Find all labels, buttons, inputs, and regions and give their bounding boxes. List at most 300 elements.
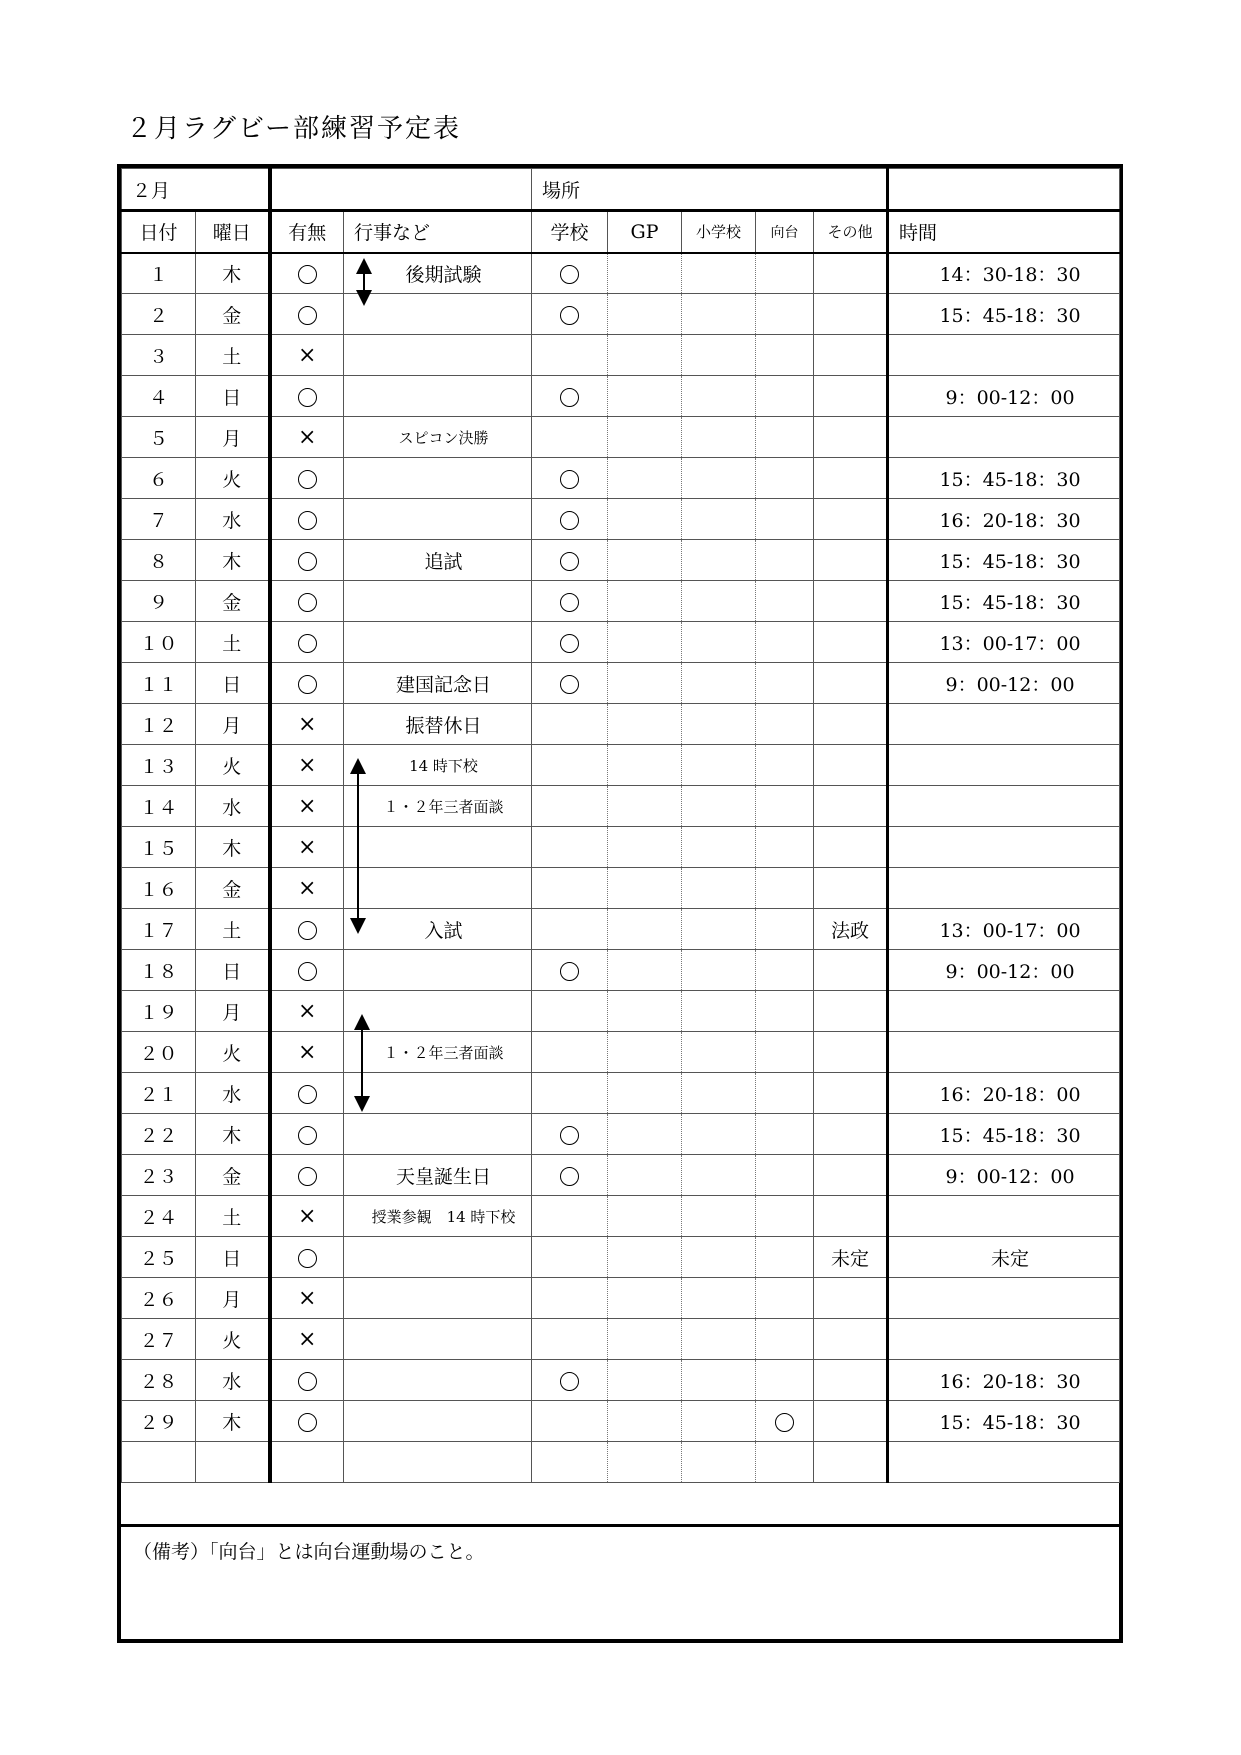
mukodai-cell <box>756 1319 814 1360</box>
event-cell <box>344 1360 532 1401</box>
time-cell <box>888 745 1120 786</box>
elementary-cell <box>682 1319 756 1360</box>
gp-cell <box>608 376 682 417</box>
col-mukodai: 向台 <box>756 211 814 253</box>
table-row <box>122 540 1120 581</box>
school-cell <box>532 1237 608 1278</box>
date-cell: １６ <box>122 868 196 909</box>
school-cell <box>532 1114 608 1155</box>
cross-icon: × <box>298 998 317 1024</box>
col-gp: GP <box>608 211 682 253</box>
other-cell <box>814 1319 888 1360</box>
other-cell <box>814 991 888 1032</box>
other-cell <box>814 458 888 499</box>
circle-icon <box>298 470 317 489</box>
mukodai-cell <box>756 253 814 294</box>
other-cell <box>814 540 888 581</box>
table-row <box>122 581 1120 622</box>
time-cell <box>888 786 1120 827</box>
other-cell <box>814 1155 888 1196</box>
blank-cell <box>344 1442 532 1483</box>
table-row <box>122 868 1120 909</box>
event-cell: 追試 <box>344 540 532 581</box>
school-cell <box>532 1360 608 1401</box>
school-cell <box>532 704 608 745</box>
mukodai-cell <box>756 1155 814 1196</box>
mukodai-cell <box>756 294 814 335</box>
gp-cell <box>608 1237 682 1278</box>
elementary-cell <box>682 294 756 335</box>
gp-cell <box>608 1401 682 1442</box>
mukodai-cell <box>756 335 814 376</box>
circle-icon <box>298 1167 317 1186</box>
mukodai-cell <box>756 1401 814 1442</box>
blank-row <box>122 1442 1120 1483</box>
weekday-cell: 木 <box>196 253 270 294</box>
time-cell <box>888 417 1120 458</box>
blank-cell <box>122 1442 196 1483</box>
weekday-cell: 月 <box>196 991 270 1032</box>
mukodai-cell <box>756 1114 814 1155</box>
practice-cell <box>270 335 344 376</box>
elementary-cell <box>682 786 756 827</box>
weekday-cell: 日 <box>196 950 270 991</box>
practice-cell <box>270 827 344 868</box>
gp-cell <box>608 704 682 745</box>
practice-cell <box>270 540 344 581</box>
mukodai-cell <box>756 1278 814 1319</box>
header-row-month <box>122 169 1120 211</box>
event-cell <box>344 1073 532 1114</box>
school-cell <box>532 622 608 663</box>
other-cell <box>814 335 888 376</box>
date-cell: １７ <box>122 909 196 950</box>
other-cell: 法政 <box>814 909 888 950</box>
time-cell: 14：30-18：30 <box>888 253 1120 294</box>
cross-icon: × <box>298 752 317 778</box>
school-cell <box>532 540 608 581</box>
weekday-cell: 水 <box>196 1073 270 1114</box>
date-cell: ２７ <box>122 1319 196 1360</box>
gp-cell <box>608 499 682 540</box>
mukodai-cell <box>756 499 814 540</box>
elementary-cell <box>682 1196 756 1237</box>
weekday-cell: 木 <box>196 540 270 581</box>
event-cell <box>344 622 532 663</box>
date-cell: ５ <box>122 417 196 458</box>
time-cell: 未定 <box>888 1237 1120 1278</box>
blank-cell <box>196 1442 270 1483</box>
gp-cell <box>608 1319 682 1360</box>
school-cell <box>532 1319 608 1360</box>
elementary-cell <box>682 253 756 294</box>
mukodai-cell <box>756 704 814 745</box>
date-cell: １８ <box>122 950 196 991</box>
circle-icon <box>560 634 579 653</box>
weekday-cell: 土 <box>196 1196 270 1237</box>
elementary-cell <box>682 827 756 868</box>
date-cell: ２４ <box>122 1196 196 1237</box>
table-row <box>122 1114 1120 1155</box>
mukodai-cell <box>756 1073 814 1114</box>
event-cell <box>344 1114 532 1155</box>
col-school: 学校 <box>532 211 608 253</box>
date-cell: ２０ <box>122 1032 196 1073</box>
table-row <box>122 458 1120 499</box>
practice-cell <box>270 253 344 294</box>
gp-cell <box>608 1360 682 1401</box>
other-cell <box>814 499 888 540</box>
weekday-cell: 月 <box>196 417 270 458</box>
time-cell <box>888 827 1120 868</box>
mukodai-cell <box>756 581 814 622</box>
blank-cell <box>814 1442 888 1483</box>
event-cell <box>344 294 532 335</box>
school-cell <box>532 335 608 376</box>
elementary-cell <box>682 581 756 622</box>
gp-cell <box>608 622 682 663</box>
practice-cell <box>270 786 344 827</box>
gp-cell <box>608 1196 682 1237</box>
time-cell: 16：20-18：30 <box>888 1360 1120 1401</box>
school-cell <box>532 827 608 868</box>
circle-icon <box>560 1126 579 1145</box>
event-cell: １・２年三者面談 <box>344 1032 532 1073</box>
school-cell <box>532 950 608 991</box>
elementary-cell <box>682 417 756 458</box>
table-row <box>122 786 1120 827</box>
elementary-cell <box>682 1073 756 1114</box>
blank-cell <box>888 1442 1120 1483</box>
table-row <box>122 376 1120 417</box>
other-cell <box>814 827 888 868</box>
event-cell: 天皇誕生日 <box>344 1155 532 1196</box>
col-events: 行事など <box>344 211 532 253</box>
other-cell <box>814 1196 888 1237</box>
date-cell: ６ <box>122 458 196 499</box>
mukodai-cell <box>756 1032 814 1073</box>
date-cell: ２１ <box>122 1073 196 1114</box>
time-cell <box>888 1319 1120 1360</box>
mukodai-cell <box>756 417 814 458</box>
elementary-cell <box>682 1278 756 1319</box>
circle-icon <box>298 1085 317 1104</box>
weekday-cell: 金 <box>196 294 270 335</box>
circle-icon <box>560 1167 579 1186</box>
gp-cell <box>608 991 682 1032</box>
weekday-cell: 土 <box>196 622 270 663</box>
practice-cell <box>270 1196 344 1237</box>
month-cell: ２月 <box>122 169 270 211</box>
cross-icon: × <box>298 1326 317 1352</box>
practice-cell <box>270 1360 344 1401</box>
time-cell: 9：00-12：00 <box>888 1155 1120 1196</box>
circle-icon <box>775 1413 794 1432</box>
mukodai-cell <box>756 1237 814 1278</box>
cross-icon: × <box>298 1039 317 1065</box>
date-cell: １４ <box>122 786 196 827</box>
time-cell: 9：00-12：00 <box>888 376 1120 417</box>
time-cell: 13：00-17：00 <box>888 909 1120 950</box>
circle-icon <box>298 634 317 653</box>
date-cell: ２６ <box>122 1278 196 1319</box>
other-cell <box>814 1278 888 1319</box>
practice-cell <box>270 1319 344 1360</box>
school-cell <box>532 581 608 622</box>
event-cell: 後期試験 <box>344 253 532 294</box>
date-cell: ２９ <box>122 1401 196 1442</box>
date-cell: ２３ <box>122 1155 196 1196</box>
mukodai-cell <box>756 827 814 868</box>
event-cell <box>344 376 532 417</box>
weekday-cell: 土 <box>196 909 270 950</box>
weekday-cell: 水 <box>196 786 270 827</box>
gp-cell <box>608 827 682 868</box>
cross-icon: × <box>298 342 317 368</box>
circle-icon <box>560 511 579 530</box>
gp-cell <box>608 253 682 294</box>
practice-cell <box>270 1073 344 1114</box>
circle-icon <box>298 552 317 571</box>
mukodai-cell <box>756 745 814 786</box>
col-elementary: 小学校 <box>682 211 756 253</box>
cross-icon: × <box>298 1203 317 1229</box>
circle-icon <box>298 306 317 325</box>
practice-cell <box>270 868 344 909</box>
school-cell <box>532 294 608 335</box>
practice-cell <box>270 663 344 704</box>
gp-cell <box>608 458 682 499</box>
other-cell <box>814 581 888 622</box>
mukodai-cell <box>756 1360 814 1401</box>
time-cell <box>888 1032 1120 1073</box>
other-cell <box>814 868 888 909</box>
weekday-cell: 日 <box>196 663 270 704</box>
gp-cell <box>608 1278 682 1319</box>
other-cell <box>814 950 888 991</box>
circle-icon <box>298 511 317 530</box>
other-cell <box>814 1360 888 1401</box>
time-cell <box>888 1278 1120 1319</box>
practice-cell <box>270 499 344 540</box>
date-cell: １１ <box>122 663 196 704</box>
elementary-cell <box>682 499 756 540</box>
table-row <box>122 1032 1120 1073</box>
practice-cell <box>270 1278 344 1319</box>
mukodai-cell <box>756 991 814 1032</box>
circle-icon <box>560 265 579 284</box>
elementary-cell <box>682 745 756 786</box>
event-cell <box>344 458 532 499</box>
table-row <box>122 909 1120 950</box>
table-row <box>122 1196 1120 1237</box>
weekday-cell: 木 <box>196 827 270 868</box>
event-cell <box>344 950 532 991</box>
time-cell: 9：00-12：00 <box>888 950 1120 991</box>
practice-cell <box>270 1114 344 1155</box>
time-cell: 15：45-18：30 <box>888 540 1120 581</box>
school-cell <box>532 499 608 540</box>
event-cell <box>344 1278 532 1319</box>
date-cell: １ <box>122 253 196 294</box>
time-cell: 15：45-18：30 <box>888 458 1120 499</box>
practice-cell <box>270 458 344 499</box>
date-cell: １０ <box>122 622 196 663</box>
date-cell: ３ <box>122 335 196 376</box>
other-cell <box>814 622 888 663</box>
time-cell <box>888 991 1120 1032</box>
event-cell: 入試 <box>344 909 532 950</box>
weekday-cell: 水 <box>196 499 270 540</box>
circle-icon <box>298 1249 317 1268</box>
circle-icon <box>560 1372 579 1391</box>
date-cell: ２８ <box>122 1360 196 1401</box>
blank-cell <box>270 1442 344 1483</box>
school-cell <box>532 1155 608 1196</box>
practice-cell <box>270 1032 344 1073</box>
event-cell: 14 時下校 <box>344 745 532 786</box>
table-row <box>122 417 1120 458</box>
practice-cell <box>270 909 344 950</box>
elementary-cell <box>682 991 756 1032</box>
weekday-cell: 月 <box>196 1278 270 1319</box>
date-cell: ７ <box>122 499 196 540</box>
elementary-cell <box>682 1155 756 1196</box>
school-cell <box>532 376 608 417</box>
date-cell: ８ <box>122 540 196 581</box>
blank-time-header <box>888 169 1120 211</box>
weekday-cell: 火 <box>196 1032 270 1073</box>
gp-cell <box>608 663 682 704</box>
circle-icon <box>298 265 317 284</box>
table-row <box>122 622 1120 663</box>
gp-cell <box>608 1155 682 1196</box>
time-cell: 16：20-18：30 <box>888 499 1120 540</box>
cross-icon: × <box>298 834 317 860</box>
schedule-table <box>121 168 1120 1483</box>
gp-cell <box>608 417 682 458</box>
weekday-cell: 土 <box>196 335 270 376</box>
elementary-cell <box>682 1237 756 1278</box>
event-cell <box>344 1319 532 1360</box>
blank-cell <box>608 1442 682 1483</box>
other-cell <box>814 704 888 745</box>
other-cell <box>814 376 888 417</box>
table-row <box>122 1155 1120 1196</box>
mukodai-cell <box>756 622 814 663</box>
mukodai-cell <box>756 868 814 909</box>
school-cell <box>532 786 608 827</box>
blank-header-cell <box>270 169 532 211</box>
table-row <box>122 335 1120 376</box>
elementary-cell <box>682 376 756 417</box>
mukodai-cell <box>756 909 814 950</box>
other-cell <box>814 417 888 458</box>
circle-icon <box>560 306 579 325</box>
practice-cell <box>270 376 344 417</box>
gp-cell <box>608 868 682 909</box>
time-cell: 15：45-18：30 <box>888 1401 1120 1442</box>
blank-cell <box>532 1442 608 1483</box>
table-row <box>122 991 1120 1032</box>
practice-cell <box>270 294 344 335</box>
practice-cell <box>270 745 344 786</box>
time-cell <box>888 1196 1120 1237</box>
gp-cell <box>608 786 682 827</box>
event-cell <box>344 827 532 868</box>
date-cell: １９ <box>122 991 196 1032</box>
practice-cell <box>270 991 344 1032</box>
gp-cell <box>608 1114 682 1155</box>
practice-cell <box>270 704 344 745</box>
elementary-cell <box>682 909 756 950</box>
event-cell: 授業参観 14 時下校 <box>344 1196 532 1237</box>
event-cell: 振替休日 <box>344 704 532 745</box>
weekday-cell: 木 <box>196 1401 270 1442</box>
circle-icon <box>298 921 317 940</box>
weekday-cell: 火 <box>196 745 270 786</box>
school-cell <box>532 1196 608 1237</box>
other-cell <box>814 1401 888 1442</box>
weekday-cell: 金 <box>196 581 270 622</box>
elementary-cell <box>682 868 756 909</box>
col-practice: 有無 <box>270 211 344 253</box>
notes: （備考）「向台」とは向台運動場のこと。 <box>121 1524 1119 1639</box>
weekday-cell: 金 <box>196 1155 270 1196</box>
table-row <box>122 253 1120 294</box>
practice-cell <box>270 1237 344 1278</box>
circle-icon <box>560 675 579 694</box>
circle-icon <box>298 962 317 981</box>
circle-icon <box>298 388 317 407</box>
school-cell <box>532 745 608 786</box>
school-cell <box>532 1073 608 1114</box>
table-row <box>122 1401 1120 1442</box>
table-row <box>122 1319 1120 1360</box>
cross-icon: × <box>298 424 317 450</box>
col-date: 日付 <box>122 211 196 253</box>
time-cell: 16：20-18：00 <box>888 1073 1120 1114</box>
elementary-cell <box>682 540 756 581</box>
practice-cell <box>270 1155 344 1196</box>
circle-icon <box>298 675 317 694</box>
practice-cell <box>270 950 344 991</box>
circle-icon <box>560 552 579 571</box>
school-cell <box>532 1032 608 1073</box>
table-row <box>122 950 1120 991</box>
school-cell <box>532 663 608 704</box>
circle-icon <box>298 1126 317 1145</box>
gp-cell <box>608 745 682 786</box>
gp-cell <box>608 1032 682 1073</box>
event-cell: 建国記念日 <box>344 663 532 704</box>
school-cell <box>532 868 608 909</box>
weekday-cell: 日 <box>196 376 270 417</box>
event-cell <box>344 581 532 622</box>
school-cell <box>532 458 608 499</box>
event-cell <box>344 1237 532 1278</box>
gp-cell <box>608 581 682 622</box>
time-cell: 15：45-18：30 <box>888 294 1120 335</box>
gp-cell <box>608 950 682 991</box>
mukodai-cell <box>756 1196 814 1237</box>
mukodai-cell <box>756 786 814 827</box>
cross-icon: × <box>298 875 317 901</box>
circle-icon <box>560 388 579 407</box>
event-cell <box>344 499 532 540</box>
event-cell: スピコン決勝 <box>344 417 532 458</box>
event-cell <box>344 991 532 1032</box>
